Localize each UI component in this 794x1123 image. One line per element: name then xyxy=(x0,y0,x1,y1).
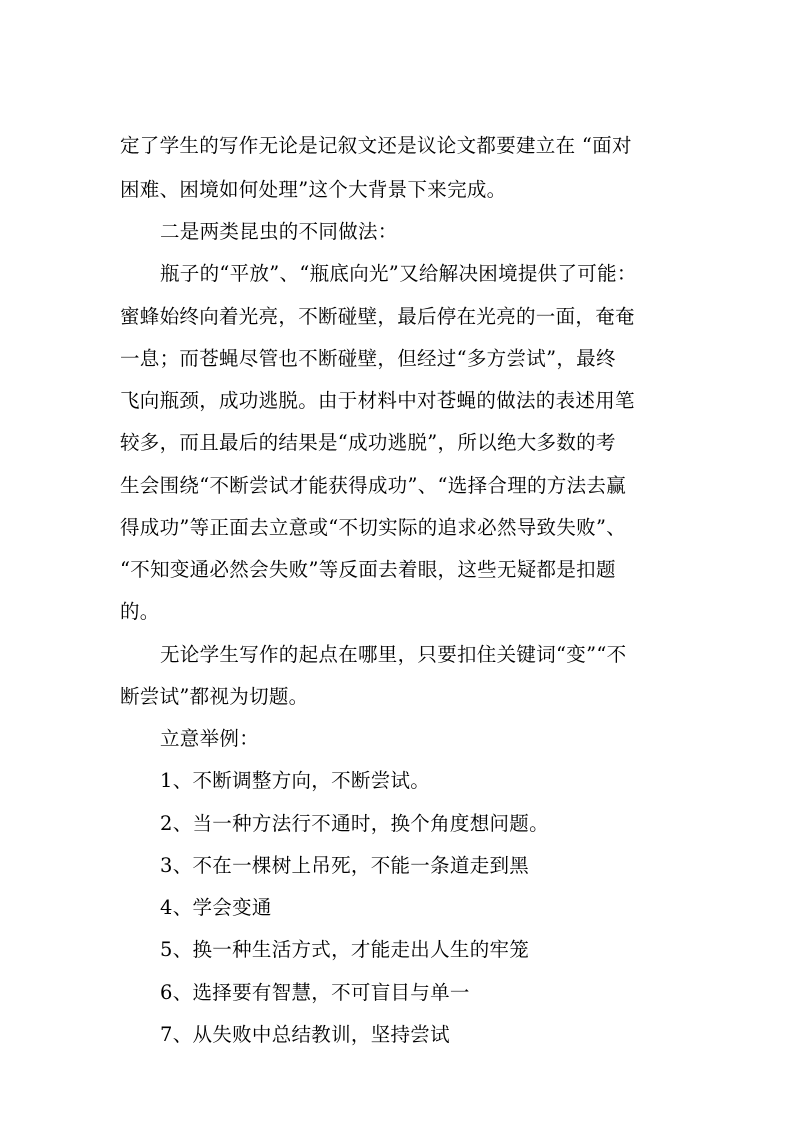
list-item: 5、换一种生活方式，才能走出人生的牢笼 xyxy=(160,938,530,961)
paragraph-line: 较多，而且最后的结果是“成功逃脱”，所以绝大多数的考 xyxy=(120,431,616,454)
paragraph-line: “不知变通必然会失败”等反面去着眼，这些无疑都是扣题 xyxy=(120,558,616,581)
paragraph-line: 断尝试”都视为切题。 xyxy=(120,685,309,708)
list-item: 4、学会变通 xyxy=(160,896,272,919)
paragraph-line: 生会围绕“不断尝试才能获得成功”、“选择合理的方法去赢 xyxy=(120,474,627,497)
section-heading: 立意举例： xyxy=(160,727,260,750)
paragraph-line: 困难、困境如何处理”这个大背景下来完成。 xyxy=(120,178,507,201)
list-item: 1、不断调整方向，不断尝试。 xyxy=(160,769,431,792)
list-item: 6、选择要有智慧，不可盲目与单一 xyxy=(160,981,470,1004)
list-item: 7、从失败中总结教训，坚持尝试 xyxy=(160,1023,450,1046)
list-item: 2、当一种方法行不通时，换个角度想问题。 xyxy=(160,812,549,835)
paragraph-line: 蜜蜂始终向着光亮，不断碰壁，最后停在光亮的一面，奄奄 xyxy=(120,305,635,328)
paragraph-line: 二是两类昆虫的不同做法： xyxy=(160,220,398,243)
paragraph-line: 一息；而苍蝇尽管也不断碰壁，但经过“多方尝试”，最终 xyxy=(120,347,616,370)
paragraph-line: 定了学生的写作无论是记叙文还是议论文都要建立在 “面对 xyxy=(120,134,632,157)
paragraph-line: 瓶子的“平放”、“瓶底向光”又给解决困境提供了可能： xyxy=(160,262,637,285)
paragraph-line: 的。 xyxy=(120,600,160,623)
paragraph-line: 飞向瓶颈，成功逃脱。由于材料中对苍蝇的做法的表述用笔 xyxy=(120,389,635,412)
paragraph-line: 得成功”等正面去立意或“不切实际的追求必然导致失败”、 xyxy=(120,516,627,539)
paragraph-line: 无论学生写作的起点在哪里，只要扣住关键词“变”“不 xyxy=(160,643,627,666)
list-item: 3、不在一棵树上吊死，不能一条道走到黑 xyxy=(160,854,530,877)
